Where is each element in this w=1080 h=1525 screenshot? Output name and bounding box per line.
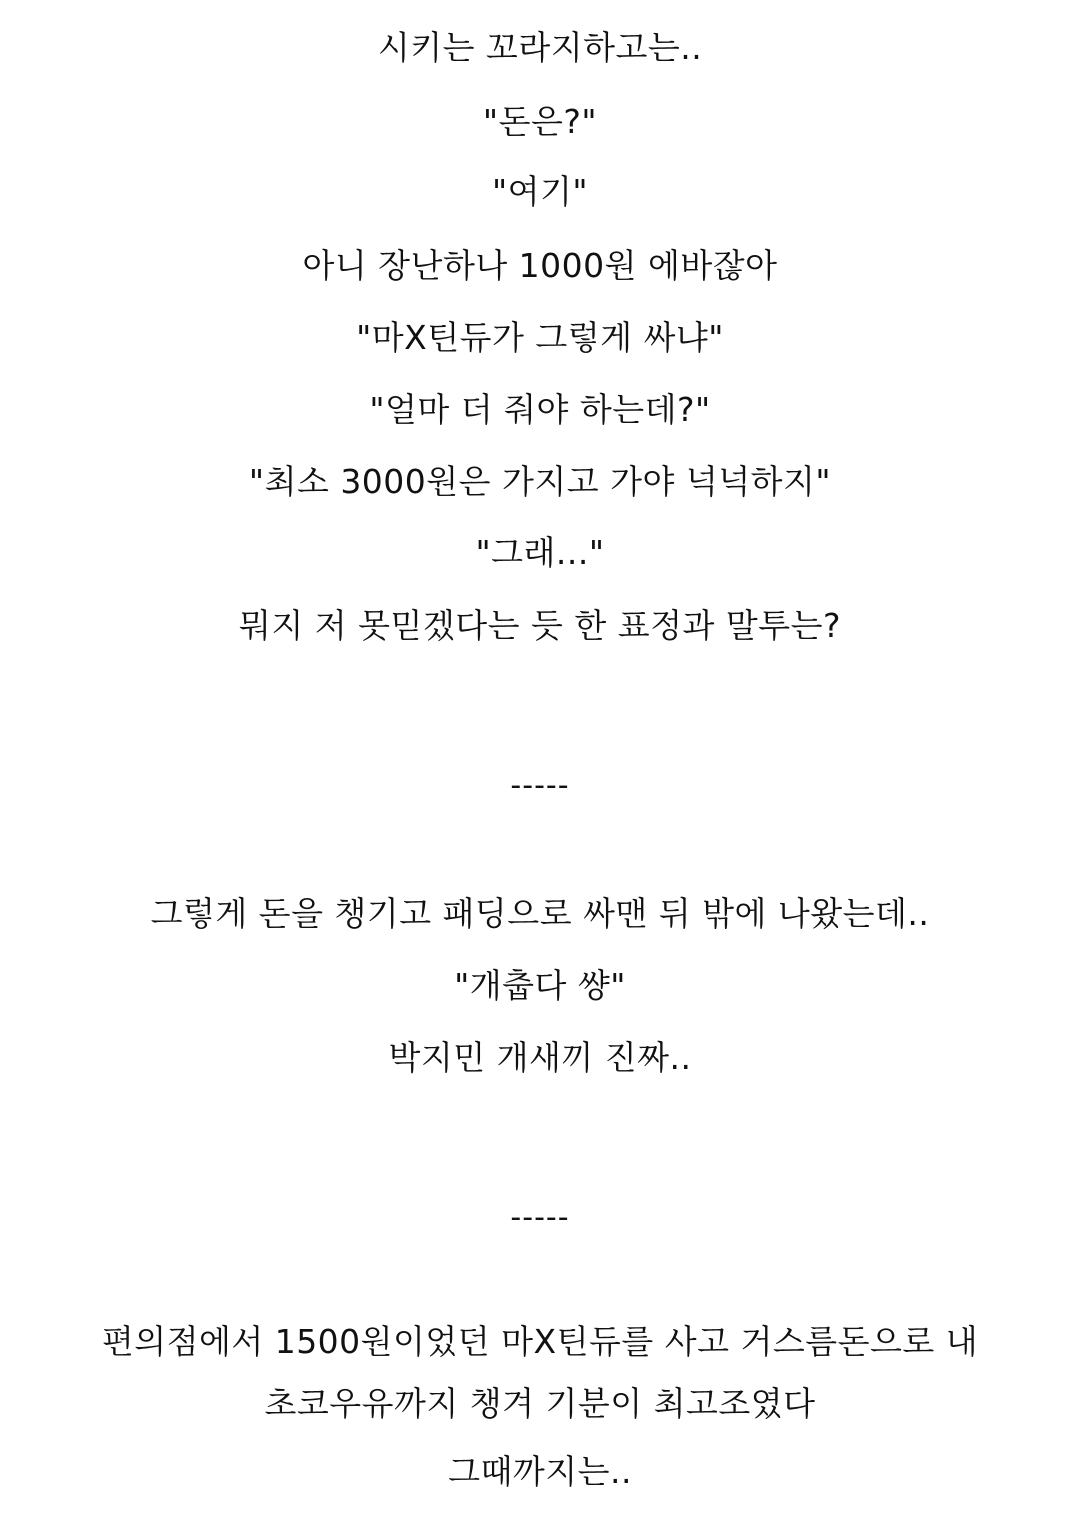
narration-line: 박지민 개새끼 진짜.. [388,1038,692,1077]
dialogue-line: "그래..." [475,533,605,572]
dialogue-line: "얼마 더 줘야 하는데?" [369,390,711,429]
narration-line: 그때까지는.. [448,1452,632,1491]
narration-line: 초코우유까지 챙겨 기분이 최고조였다 [264,1384,816,1423]
dialogue-line: "돈은?" [482,102,598,141]
section-separator: ----- [510,1200,570,1235]
section-separator: ----- [510,768,570,803]
narration-line: 시키는 꼬라지하고는.. [377,28,703,67]
dialogue-line: "여기" [491,172,589,211]
narration-line: 뭐지 저 못믿겠다는 듯 한 표정과 말투는? [238,606,841,645]
dialogue-line: "개춥다 썅" [454,966,626,1005]
narration-line: 편의점에서 1500원이었던 마X틴듀를 사고 거스름돈으로 내 [101,1322,979,1361]
dialogue-line: "최소 3000원은 가지고 가야 넉넉하지" [248,462,832,501]
dialogue-line: "마X틴듀가 그렇게 싸냐" [356,318,724,357]
narration-line: 아니 장난하나 1000원 에바잖아 [302,246,778,285]
narration-line: 그렇게 돈을 챙기고 패딩으로 싸맨 뒤 밖에 나왔는데.. [150,894,930,933]
